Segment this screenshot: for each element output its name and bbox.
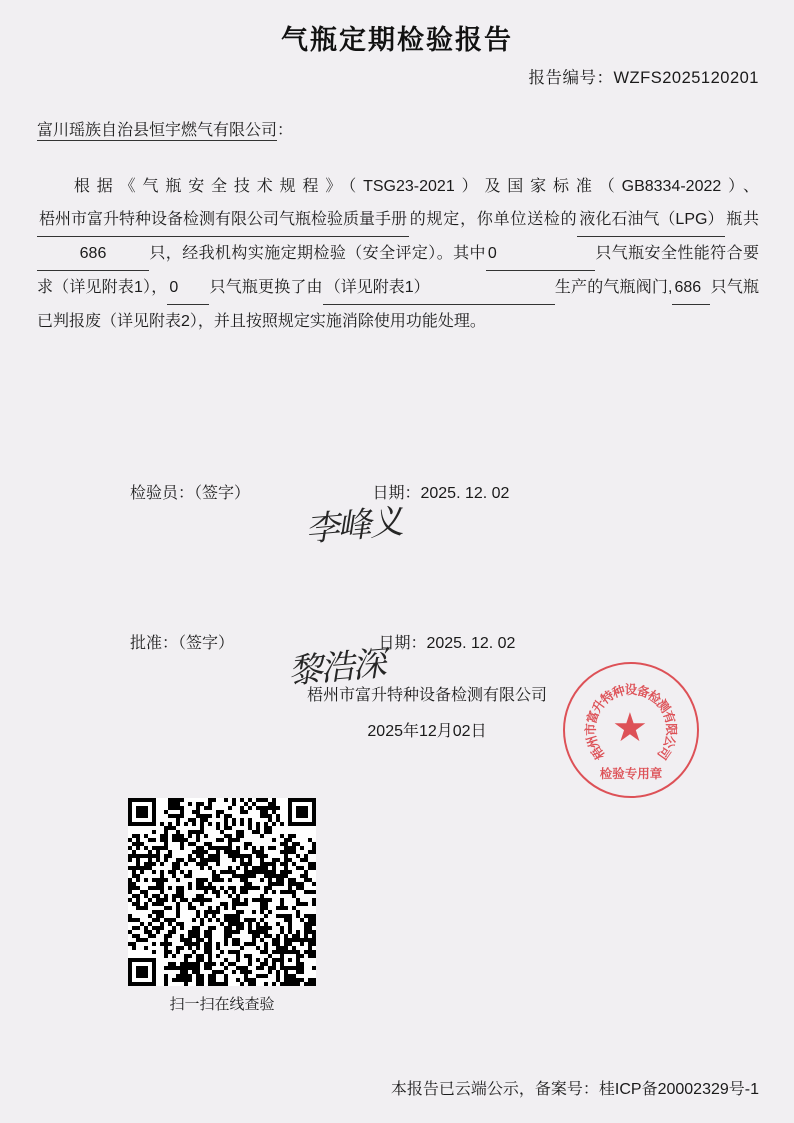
- inspector-label: 检验员：（签字）: [130, 485, 251, 502]
- issuer-company: 梧州市富升特种设备检测有限公司: [306, 687, 547, 704]
- approver-date-value: 2025. 12. 02: [426, 635, 516, 652]
- body-seg7: 生产的气瓶阀门,: [554, 279, 673, 296]
- footer-note: 本报告已云端公示，备案号：桂ICP备20002329号-1: [390, 1081, 759, 1098]
- addressee-name: 富川瑶族自治县恒宇燃气有限公司: [37, 122, 278, 139]
- valve-maker-field: （详见附表1）: [323, 271, 555, 305]
- seal-arc-text: 梧 州 市 富 升 特 种 设 备 检 测 有 限 公 司: [583, 683, 679, 763]
- addressee-colon: ：: [277, 122, 294, 139]
- inspection-seal: [563, 662, 699, 798]
- qr-caption: 扫一扫在线查验: [169, 996, 275, 1013]
- body-seg5: 只气瓶安全性能符合要求（详见附表1），: [37, 245, 759, 296]
- qualified-count-field: 0: [486, 237, 595, 271]
- report-number: [528, 64, 759, 88]
- body-seg8: 只气瓶已判报废（详见附表2），并且按照规定实施消除使用功能处理。: [37, 279, 759, 330]
- approver-date: [378, 630, 515, 653]
- gas-type-field: 液化石油气（LPG）: [577, 203, 725, 237]
- inspector-date-label: 日期：: [372, 485, 421, 502]
- total-count-field: 686: [37, 237, 149, 271]
- addressee: [37, 117, 293, 140]
- report-number-label: 报告编号：: [528, 69, 614, 87]
- standard-manual-field: 梧州市富升特种设备检测有限公司气瓶检验质量手册: [37, 203, 409, 237]
- inspector-date-value: 2025. 12. 02: [420, 485, 510, 502]
- approver-date-label: 日期：: [378, 635, 427, 652]
- body-seg4: 只，经我机构实施定期检验（安全评定）。其中: [149, 245, 486, 262]
- inspector-signature-row: [130, 480, 509, 503]
- approver-label: 批准：（签字）: [130, 635, 235, 652]
- valve-changed-count-field: 0: [167, 271, 209, 305]
- page-title: 气瓶定期检验报告: [281, 25, 513, 55]
- body-paragraph: [37, 170, 759, 338]
- inspector-handwritten-signature: 李峰义: [303, 501, 403, 551]
- body-seg3: 瓶共: [725, 211, 759, 228]
- body-seg6: 只气瓶更换了由: [209, 279, 323, 296]
- body-seg1: 根据《气瓶安全技术规程》（TSG23-2021）及国家标准（GB8334-2022）、: [67, 178, 759, 195]
- approver-handwritten-signature: 黎浩深: [286, 643, 386, 693]
- report-number-value: WZFS2025120201: [613, 69, 759, 87]
- seal-bottom-text: 检验专用章: [599, 767, 663, 781]
- qr-code-icon[interactable]: [128, 798, 316, 986]
- qr-canvas[interactable]: [128, 798, 316, 986]
- scrapped-count-field: 686: [672, 271, 710, 305]
- star-icon: ★: [612, 706, 648, 750]
- issuer-date: 2025年12月02日: [367, 723, 487, 740]
- body-seg2: 的规定，你单位送检的: [409, 211, 578, 228]
